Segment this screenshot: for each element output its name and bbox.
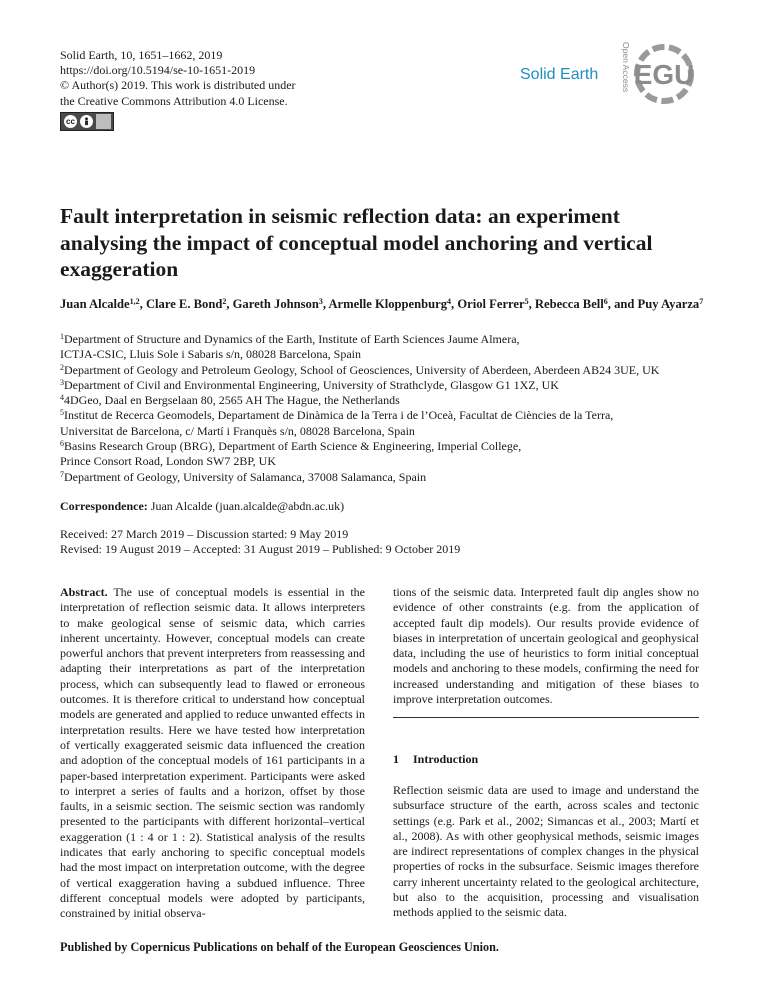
- author: Clare E. Bond$^2$,: [145, 297, 233, 311]
- correspondence-text[interactable]: Juan Alcalde (juan.alcalde@abdn.ac.uk): [147, 499, 345, 513]
- abstract: [60, 585, 365, 922]
- author: Armelle Kloppenburg$^4$,: [328, 297, 458, 311]
- abstract-continued: tions of the seismic data. Interpreted fault dip angles show no evidence of other constraints (e.g. from the application of accepted fault dip models). Our results provide evidence of biases in interpretation of uncertain geological and geophysical data, including the use of heuristics to form initial conceptual models and anchoring to these models, confirming the need for increased understanding and mitigation of these biases to improve interpretation outcomes.: [393, 585, 699, 707]
- publisher-footer: Published by Copernicus Publications on behalf of the European Geosciences Union.: [60, 940, 499, 954]
- abstract-label: Abstract.: [60, 585, 108, 599]
- author-list: [60, 296, 720, 312]
- author: Rebecca Bell$^6$, and: [534, 297, 638, 311]
- correspondence: [60, 499, 344, 514]
- author: Gareth Johnson$^3$,: [232, 297, 329, 311]
- license: the Creative Commons Attribution 4.0 License.: [60, 93, 288, 108]
- dates-line-2: Revised: 19 August 2019 – Accepted: 31 August 2019 – Published: 9 October 2019: [60, 542, 461, 557]
- section-number: 1: [393, 752, 399, 766]
- affiliation: ICTJA-CSIC, Lluis Sole i Sabaris s/n, 08028 Barcelona, Spain: [60, 347, 361, 362]
- egu-logo-text: EGU: [633, 59, 695, 90]
- doi-link[interactable]: https://doi.org/10.5194/se-10-1651-2019: [60, 63, 256, 78]
- egu-logo: [628, 38, 704, 115]
- affiliation: $^2$Department of Geology and Petroleum Geology, School of Geosciences, University of Aberdeen, Aberdeen AB24 3UE, UK: [60, 362, 660, 377]
- section-heading-introduction: [393, 752, 478, 767]
- section-title: Introduction: [413, 752, 479, 766]
- affiliation: $^7$Department of Geology, University of Salamanca, 37008 Salamanca, Spain: [60, 469, 427, 484]
- correspondence-label: Correspondence:: [60, 499, 148, 513]
- affiliation-list: [60, 332, 740, 485]
- cc-icon: cc: [64, 115, 77, 128]
- article-title: Fault interpretation in seismic reflection data: an experiment analysing the impact of conceptual model anchoring and vertical exaggeration: [60, 204, 653, 281]
- affiliation: $^4$4DGeo, Daal en Bergselaan 80, 2565 AH The Hague, the Netherlands: [60, 393, 400, 408]
- dates-line-1: Received: 27 March 2019 – Discussion started: 9 May 2019: [60, 527, 349, 541]
- citation-block: [60, 48, 296, 109]
- affiliation: Universitat de Barcelona, c/ Martí i Franquès s/n, 08028 Barcelona, Spain: [60, 423, 415, 438]
- introduction-text: Reflection seismic data are used to image and understand the subsurface structure of the earth, across scales and tectonic settings (e.g. Park et al., 2002; Simancas et al., 2003; Martí et al., 2008). As with other geophysical methods, seismic images are indirect representations of complex changes in the physical properties of rocks in the subsurface. Seismic images therefore carry inherent uncertainty related to the geological architecture, but also to the acquisition, processing and visualisation methods applied to the seismic data.: [393, 783, 699, 920]
- author: Puy Ayarza$^7$: [637, 297, 704, 311]
- copyright: © Author(s) 2019. This work is distributed under: [60, 78, 296, 93]
- open-access-text: Open Access: [621, 42, 631, 93]
- citation: Solid Earth, 10, 1651–1662, 2019: [60, 48, 223, 62]
- author: Juan Alcalde$^{1,2}$,: [60, 297, 146, 311]
- section-divider: [393, 717, 699, 718]
- affiliation: $^5$Institut de Recerca Geomodels, Departament de Dinàmica de la Terra i de l’Oceà, Facultat de Ciències de la Terra,: [60, 408, 614, 423]
- open-access-label: [614, 40, 631, 104]
- publication-dates: [60, 527, 460, 557]
- by-label-bar: [96, 114, 111, 129]
- affiliation: $^1$Department of Structure and Dynamics of the Earth, Institute of Earth Sciences Jaume Almera,: [60, 332, 520, 346]
- author: Oriol Ferrer$^5$,: [457, 297, 535, 311]
- journal-name: Solid Earth: [520, 66, 599, 83]
- person-icon: [80, 115, 93, 128]
- affiliation: $^6$Basins Research Group (BRG), Department of Earth Science & Engineering, Imperial College,: [60, 439, 522, 454]
- affiliation: $^3$Department of Civil and Environmental Engineering, University of Strathclyde, Glasgow G1 1XZ, UK: [60, 377, 559, 392]
- affiliation: Prince Consort Road, London SW7 2BP, UK: [60, 454, 276, 469]
- abstract-text: The use of conceptual models is essential in the interpretation of reflection seismic data. It allows interpreters to make geological sense of seismic data, which carries inherent uncertainty. However, conceptual models can create powerful anchors that prevent interpreters from reassessing and adapting their interpretations as part of the interpretation process, which can subsequently lead to flawed or erroneous outcomes. It is therefore critical to understand how conceptual models are generated and applied to reduce unwanted effects in interpretation results. Here we have tested how interpretation of vertically exaggerated seismic data influenced the creation and adoption of the conceptual models of 161 participants in a paper-based interpretation experiment. Participants were asked to interpret a series of faults and a horizon, offset by those faults, in a seismic section. The seismic section was randomly presented to the participants with different horizontal–vertical exaggeration (1 : 4 or 1 : 2). Statistical analysis of the results indicates that early anchoring to specific conceptual models had the most impact on interpretation outcome, with the degree of vertical exaggeration having a subdued influence. Three different conceptual models were adopted by participants, constrained by initial observa-: [60, 585, 365, 921]
- cc-by-license-badge[interactable]: [60, 112, 114, 131]
